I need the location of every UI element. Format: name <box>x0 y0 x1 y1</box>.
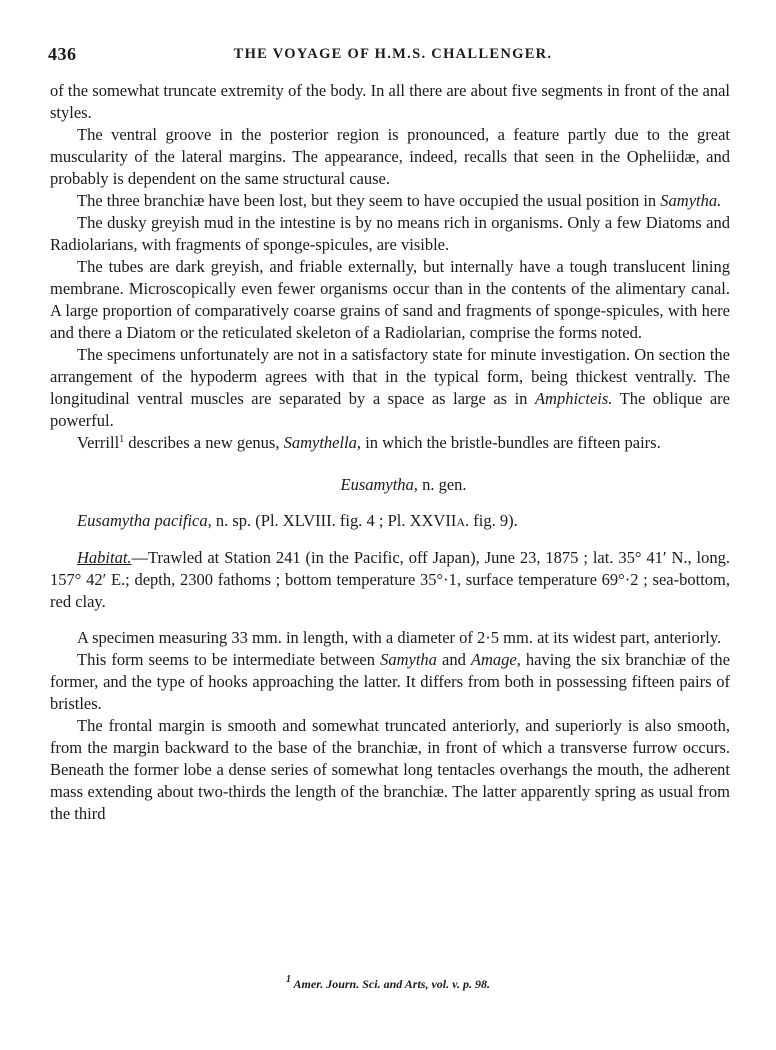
paragraph: The three branchiæ have been lost, but they seem to have occupied the usual position in Samytha. <box>77 191 722 210</box>
paragraph: of the somewhat truncate extremity of the body. In all there are about five segments in front of the anal styles. <box>50 81 730 122</box>
paragraph: The specimens unfortunately are not in a satisfactory state for minute investigation. On section the arrangement of the hypoderm agrees with that in the typical form, being thickest ventrally. The longitudinal ventral muscles are separated by a space as large as in Amphicteis. The oblique are powerful. <box>50 345 730 430</box>
paragraph: The frontal margin is smooth and somewhat truncated anteriorly, and superiorly is also smooth, from the margin backward to the base of the branchiæ, in front of which a transverse furrow occurs. Beneath the former lobe a dense series of somewhat long tentacles overhangs the mouth, the adherent mass extending about two-thirds the length of the branchiæ. The latter apparently spring as usual from the third <box>50 716 730 823</box>
genus-heading: Eusamytha, n. gen. <box>340 475 467 494</box>
paragraph: The tubes are dark greyish, and friable externally, but internally have a tough translucent lining membrane. Microscopically even fewer organisms occur than in the contents of the alimentary canal. A large proportion of comparatively coarse grains of sand and fragments of sponge-spicules, with here and there a Diatom or the reticulated skeleton of a Radiolarian, comprise the forms noted. <box>50 257 730 342</box>
paragraph: A specimen measuring 33 mm. in length, with a diameter of 2·5 mm. at its widest part, anteriorly. <box>77 628 722 647</box>
footnote-marker: 1 <box>119 434 125 445</box>
footnote: $^1$ Amer. Journ. Sci. and Arts, vol. v. p. 98. <box>285 974 491 991</box>
page-number: 436 <box>48 44 77 64</box>
paragraph: Verrill$^1$ describes a new genus, Samythella, in which the bristle-bundles are fifteen pairs. <box>77 433 661 452</box>
paragraph: The dusky greyish mud in the intestine is by no means rich in organisms. Only a few Diatoms and Radiolarians, with fragments of sponge-spicules, are visible. <box>50 213 730 254</box>
habitat-paragraph: Habitat.—Trawled at Station 241 (in the Pacific, off Japan), June 23, 1875 ; lat. 35° 41′ N., long. 157° 42′ E.; depth, 2300 fathoms ; bottom temperature 35°·1, surface temperature 69°·2 ; sea-bottom, red clay. <box>50 548 730 611</box>
paragraph: This form seems to be intermediate between Samytha and Amage, having the six branchiæ of the former, and the type of hooks approaching the latter. It differs from both in possessing fifteen pairs of bristles. <box>50 650 731 713</box>
paragraph: The ventral groove in the posterior region is pronounced, a feature partly due to the great muscularity of the lateral margins. The appearance, indeed, recalls that seen in the Opheliidæ, and probably is dependent on the same structural cause. <box>50 125 730 188</box>
species-heading: Eusamytha pacifica, n. sp. (Pl. XLVIII. fig. 4 ; Pl. XXVIIA. fig. 9). <box>77 511 518 530</box>
running-head: THE VOYAGE OF H.M.S. CHALLENGER. <box>233 46 553 62</box>
body-text <box>50 80 730 825</box>
page-header <box>48 44 738 68</box>
